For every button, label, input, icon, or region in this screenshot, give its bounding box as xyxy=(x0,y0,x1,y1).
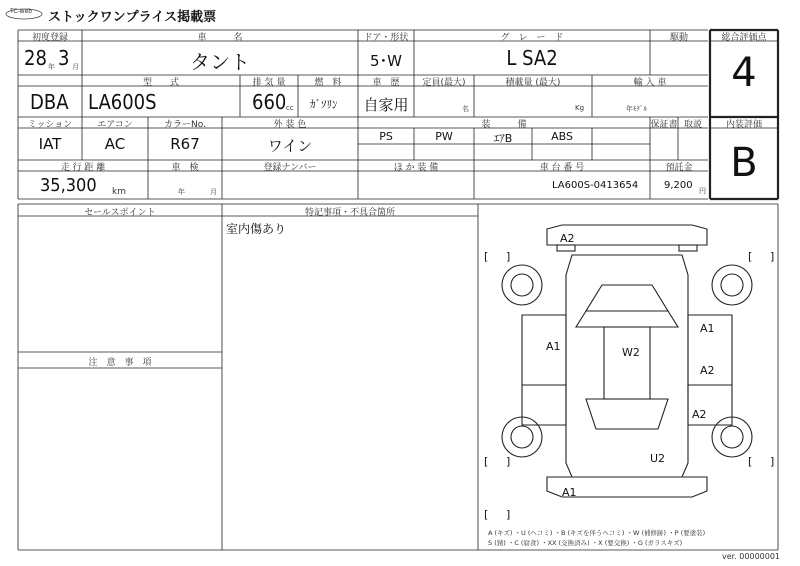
model-year-unit: 年ﾓﾃﾞﾙ xyxy=(626,105,647,113)
usage-value: 自家用 xyxy=(363,96,409,114)
people-unit: 名 xyxy=(462,105,469,113)
equipment-abs: ABS xyxy=(551,130,573,143)
bracket-top-left-open: [ xyxy=(484,250,489,263)
color-no-value: R67 xyxy=(170,135,200,153)
month-unit: 月 xyxy=(72,63,79,71)
header-sales-point: セールスポイント xyxy=(84,208,156,218)
legend-line-1: A (キズ) ・U (ヘコミ) ・B (キズを伴うヘコミ) ・W (補修跡) ・P (要塗装) xyxy=(488,529,706,537)
damage-left-door: A1 xyxy=(546,340,561,353)
aircon-value: AC xyxy=(104,135,126,153)
inspection-year-unit: 年 xyxy=(178,188,185,196)
header-caution: 注 意 事 項 xyxy=(88,358,152,368)
header-car-name: 車 名 xyxy=(197,33,243,43)
header-usage: 車 歴 xyxy=(372,78,400,88)
version-label: ver. 00000001 xyxy=(722,552,781,561)
header-drive: 駆動 xyxy=(669,33,688,43)
kg-unit: Kg xyxy=(575,104,585,112)
header-door-type: ドア・形状 xyxy=(363,33,409,43)
bracket-bottom-left-open: [ xyxy=(484,455,489,468)
bracket-bottom-right-close: ] xyxy=(770,455,775,468)
cc-unit: cc xyxy=(286,104,294,112)
yen-unit: 円 xyxy=(699,187,706,195)
grade-value: L SA2 xyxy=(506,46,558,70)
damage-right-front-door: A1 xyxy=(700,322,715,335)
damage-right-rear-panel: A2 xyxy=(692,408,707,421)
damage-front-bumper: A2 xyxy=(560,232,575,245)
header-grade: グ レ ー ド xyxy=(500,33,564,43)
damage-rear-upper: U2 xyxy=(650,452,666,465)
header-interior-score: 内装評価 xyxy=(725,120,762,130)
header-overall-score: 総合評価点 xyxy=(721,33,767,43)
overall-score-value: 4 xyxy=(731,50,757,96)
inspection-month-unit: 月 xyxy=(210,188,217,196)
bracket-legend-close: ] xyxy=(506,508,511,521)
header-model: 型 式 xyxy=(142,78,179,88)
document-title: ストックワンプライス掲載票 xyxy=(48,10,217,25)
header-load: 積載量 (最大) xyxy=(505,78,561,88)
fuel-value: ｶﾞｿﾘﾝ xyxy=(310,98,338,111)
header-displacement: 排 気 量 xyxy=(252,78,286,88)
body-outline xyxy=(566,255,688,477)
header-deposit: 預託金 xyxy=(665,163,693,173)
car-name-value: タント xyxy=(190,50,250,74)
equipment-ps: PS xyxy=(379,130,393,143)
bracket-top-right-close: ] xyxy=(770,250,775,263)
header-notes: 特記事項・不具合箇所 xyxy=(304,208,395,218)
header-first-registration: 初度登録 xyxy=(31,33,68,43)
mission-value: IAT xyxy=(38,135,62,153)
header-other-equipment: ほ か 装 備 xyxy=(393,163,439,173)
bracket-top-left-close: ] xyxy=(506,250,511,263)
bracket-legend-open: [ xyxy=(484,508,489,521)
damage-rear-bumper: A1 xyxy=(562,486,577,499)
door-type-value: 5･W xyxy=(370,52,402,70)
year-unit: 年 xyxy=(48,63,55,71)
displacement-value: 660 xyxy=(252,90,287,114)
legend-line-2: S (錆) ・C (腐食) ・XX (交換済み) ・X (要交換) ・G (ガラスキズ) xyxy=(488,539,683,547)
registration-year: 28 xyxy=(24,46,47,70)
header-color-no: カラーNo. xyxy=(164,120,206,130)
header-capacity: 定員(最大) xyxy=(422,78,466,88)
front-left-wheel xyxy=(502,265,542,305)
header-plate: 登録ナンバー xyxy=(263,163,317,173)
car-damage-diagram xyxy=(482,215,775,515)
damage-right-rear-door: A2 xyxy=(700,364,715,377)
header-fuel: 燃 料 xyxy=(314,78,342,88)
header-equipment: 装 備 xyxy=(481,120,527,130)
deposit-value: 9,200 xyxy=(664,180,693,191)
bracket-bottom-left-close: ] xyxy=(506,455,511,468)
chassis-no-value: LA600S-0413654 xyxy=(552,180,639,191)
logo-text: TC-web xyxy=(10,8,33,15)
notes-text: 室内傷あり xyxy=(226,222,287,236)
exterior-color-value: ワイン xyxy=(267,137,313,155)
km-unit: km xyxy=(112,187,126,197)
equipment-airbag: ｴｱB xyxy=(493,132,513,145)
interior-score-value: B xyxy=(730,140,758,186)
registration-month: 3 xyxy=(58,46,70,70)
header-mission: ミッション xyxy=(27,120,73,130)
header-mileage: 走 行 距 離 xyxy=(60,163,106,173)
header-aircon: エアコン xyxy=(97,120,133,130)
header-manual: 取説 xyxy=(683,120,702,130)
header-exterior-color: 外 装 色 xyxy=(273,120,307,130)
bracket-bottom-right-open: [ xyxy=(748,455,753,468)
header-inspection: 車 検 xyxy=(171,163,199,173)
header-import: 輸 入 車 xyxy=(633,78,667,88)
front-right-wheel xyxy=(712,265,752,305)
first-registration-value xyxy=(20,44,82,74)
header-chassis-no: 車 台 番 号 xyxy=(539,163,585,173)
mileage-value: 35,300 xyxy=(40,175,97,196)
model-value: LA600S xyxy=(88,90,157,114)
damage-roof: W2 xyxy=(622,346,640,359)
equipment-pw: PW xyxy=(435,130,453,143)
header-warranty: 保証書 xyxy=(650,120,678,130)
model-prefix-value: DBA xyxy=(30,90,69,114)
bracket-top-right-open: [ xyxy=(748,250,753,263)
